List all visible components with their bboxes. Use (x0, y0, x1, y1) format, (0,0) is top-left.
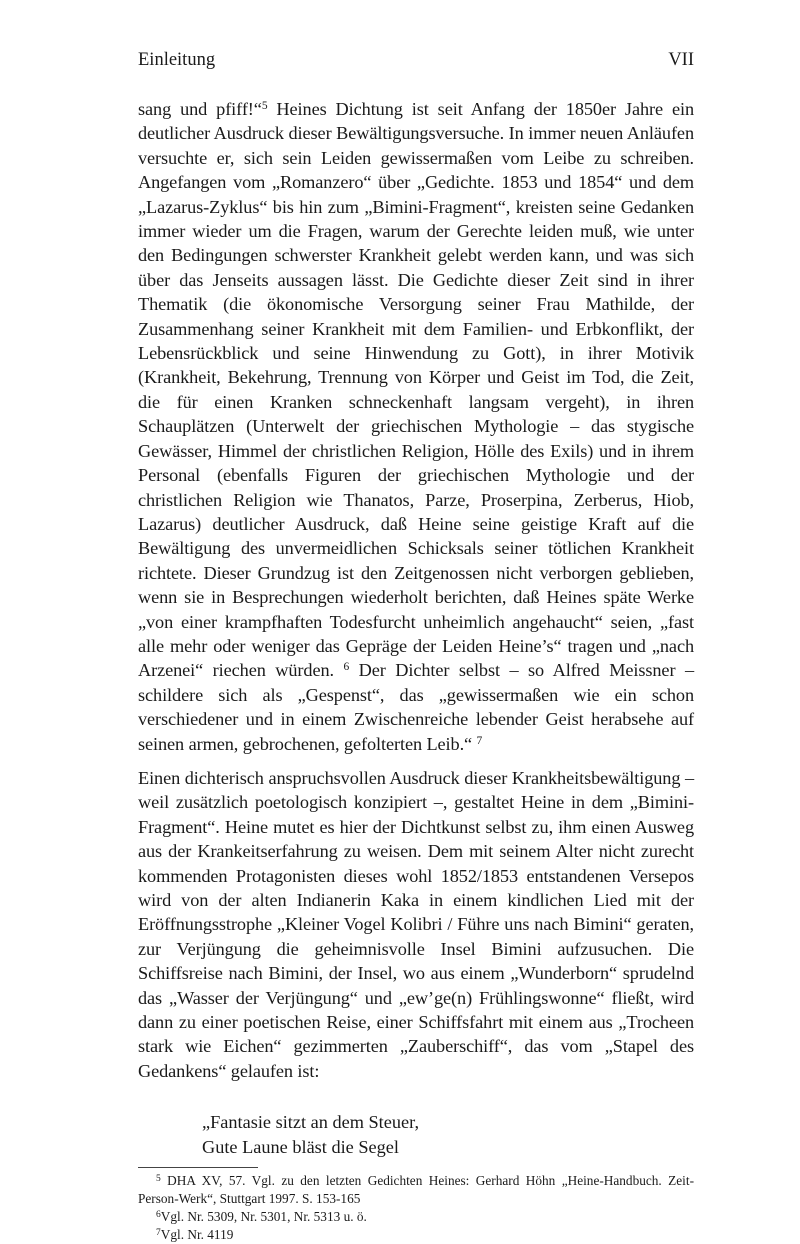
footnote-marker: 6 (343, 661, 350, 674)
running-head (138, 50, 694, 71)
footnote-text: Vgl. Nr. 5309, Nr. 5301, Nr. 5313 u. ö. (160, 1209, 367, 1225)
verse-quote (202, 1110, 694, 1159)
running-head-title: Einleitung (138, 50, 216, 70)
footnote-marker: 7 (476, 734, 483, 747)
footnote-marker: 5 (261, 100, 268, 112)
text-run: sang und pfiff!“ (138, 99, 262, 119)
footnote-7 (138, 1226, 694, 1244)
footnote-number: 6 (156, 1210, 161, 1221)
text-run: Einen dichterisch anspruchsvollen Ausdruck dieser Krankheitsbewältigung – weil zusätzlich poetologisch konzipiert –, gestaltet Heine in dem „Bimini-Fragment“. Heine mutet es hier der Dichtkunst selbst zu, ihm einen Ausweg aus der Krankeitserfahrung zu weisen. Dem mit seinem Alter nicht zurecht kommenden Protagonisten dieses wohl 1852/1853 entstandenen Versepos wird von der alten Indianerin Kaka in einem kindlichen Lied mit der Eröffnungsstrophe „Kleiner Vogel Kolibri / Führe uns nach Bimini“ geraten, zur Verjüngung die geheimnisvolle Insel Bimini aufzusuchen. Die Schiffsreise nach Bimini, der Insel, wo aus einem „Wunderborn“ sprudelnd das „Wasser der Verjüngung“ und „ew’ge(n) Frühlingswonne“ fließt, wird dann zu einer poetischen Reise, einer Schiffsfahrt mit einem aus „Trocheen stark wie Eichen“ gezimmerten „Zauberschiff“, das vom „Stapel des Gedankens“ gelaufen ist: (138, 767, 694, 1081)
footnote-text: DHA XV, 57. Vgl. zu den letzten Gedichten Heines: Gerhard Höhn „Heine-Handbuch. Zeit-Person-Werk“, Stuttgart 1997. S. 153-165 (138, 1173, 694, 1207)
footnote-rule (138, 1167, 258, 1168)
text-run: Heines Dichtung ist seit Anfang der 1850er Jahre ein deutlicher Ausdruck dieser Bewältigungsversuche. In immer neuen Anläufen versuchte er, sich sein Leiden gewissermaßen vom Leibe zu schreiben. Angefangen vom „Romanzero“ über „Gedichte. 1853 und 1854“ und dem „Lazarus-Zyklus“ bis hin zum „Bimini-Fragment“, kreisten seine Gedanken immer wieder um die Fragen, warum der Gerechte leiden muß, wie unter den Bedingungen schwerster Krankheit gelebt werden kann, und was sich über das Jenseits aussagen lässt. Die Gedichte dieser Zeit sind in ihrer Thematik (die ökonomische Versorgung seiner Frau Mathilde, der Zusammenhang seiner Krankheit mit dem Familien- und Erbkonflikt, der Lebensrückblick und seine Hinwendung zu Gott), in ihrer Motivik (Krankheit, Bekehrung, Trennung von Körper und Geist im Tod, die Zeit, die für einen Kranken schneckenhaft langsam vergeht), in ihren Schauplätzen (Unterwelt der griechischen Mythologie – das stygische Gewässer, Himmel der christlichen Religion, Hölle des Exils) und in ihrem Personal (ebenfalls Figuren der griechischen Mythologie und der christlichen Religion wie Thanatos, Parze, Proserpina, Zerberus, Hiob, Lazarus) deutlicher Ausdruck, daß Heine seine geistige Kraft auf die Bewältigung des unvermeidlichen Schicksals seiner tötlichen Krankheit richtete. Dieser Grundzug ist den Zeitgenossen nicht verborgen geblieben, wenn sie in Besprechungen wiederholt berichten, daß Heines späte Werke „von einer krampfhaften Todesfurcht unheimlich angehaucht“ seien, „fast alle mehr oder weniger das Gepräge der Leiden Heine’s“ tragen und „nach Arzenei“ riechen würden. (138, 99, 695, 681)
verse-line-2: Gute Laune bläst die Segel (202, 1136, 399, 1157)
footnote-number: 7 (156, 1228, 161, 1239)
verse-line-1: „Fantasie sitzt an dem Steuer, (202, 1112, 420, 1133)
text-run: Der Dichter selbst – so Alfred Meissner – schildere sich als „Gespenst“, das „gewissermaßen wie ein schon verschiedener und in einem Zwischenreiche lebender Geist herabsehe auf seinen armen, gebrochenen, gefolterten Leib.“ (138, 660, 694, 754)
paragraph-1 (138, 97, 694, 756)
page-number: VII (668, 50, 694, 70)
footnote-5 (138, 1172, 694, 1208)
main-text (138, 97, 694, 1244)
footnote-number: 5 (156, 1174, 161, 1185)
footnote-6 (138, 1208, 694, 1226)
footnote-text: Vgl. Nr. 4119 (160, 1227, 234, 1243)
footnotes (138, 1172, 694, 1244)
paragraph-2 (138, 766, 694, 1083)
